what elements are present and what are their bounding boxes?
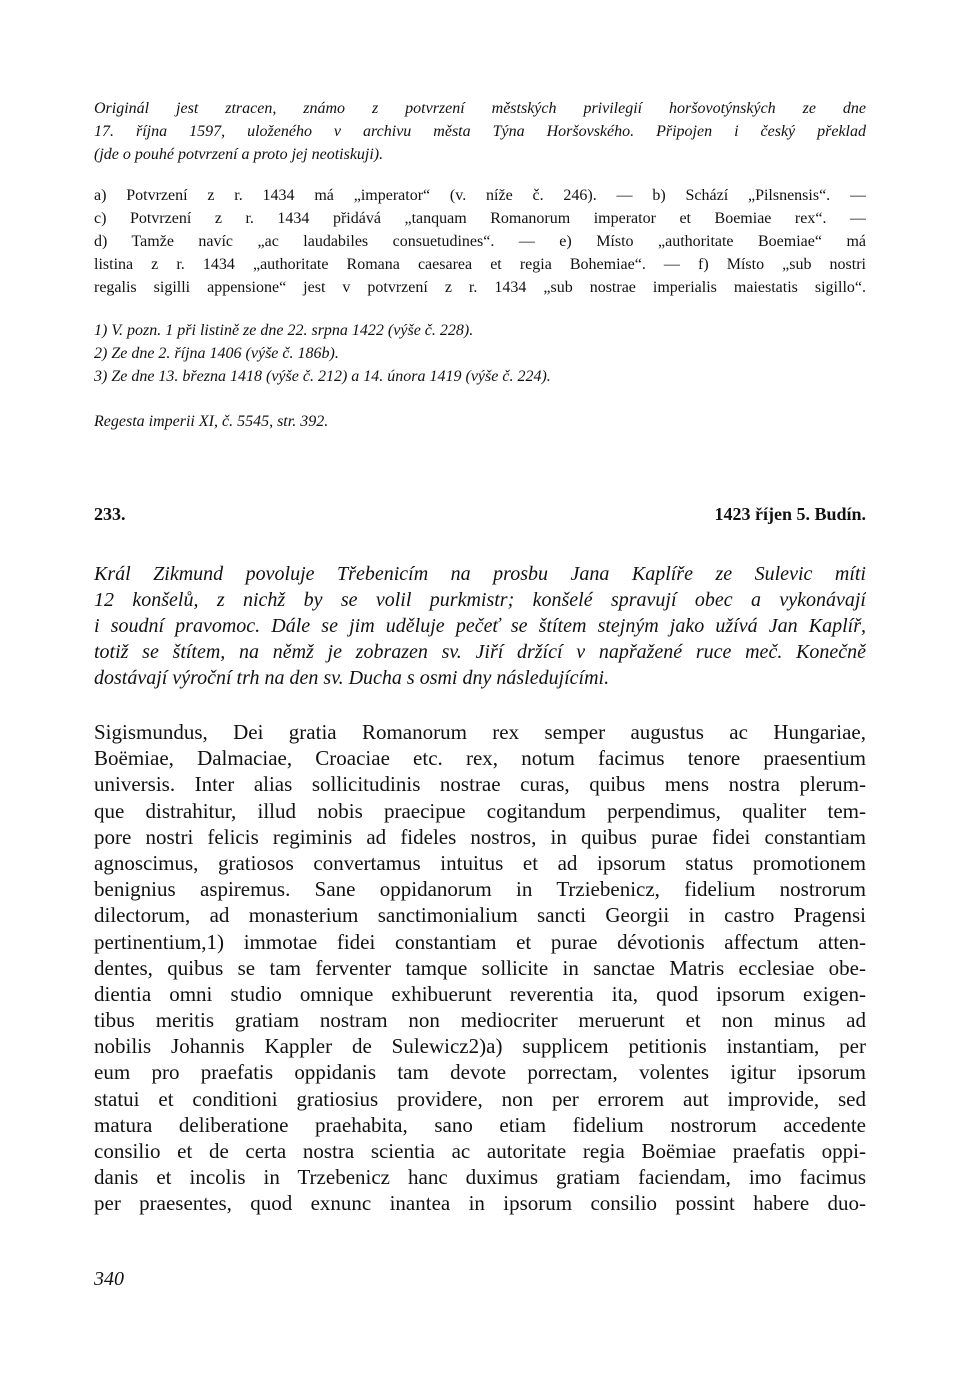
body-line: matura deliberatione praehabita, sano etiam fidelium nostrorum accedente <box>94 1112 866 1137</box>
intro-line: 17. října 1597, uloženého v archivu města Týna Horšovského. Připojen i český překlad <box>94 123 866 140</box>
apparatus-line: regalis sigilli appensione“ jest v potvrzení z r. 1434 „sub nostrae imperialis maiestatis sigillo“. <box>94 279 866 296</box>
footnotes <box>94 319 866 388</box>
footnote: 3) Ze dne 13. března 1418 (výše č. 212) a 14. února 1419 (výše č. 224). <box>94 368 551 385</box>
body-line: pertinentium,1) immotae fidei constantiam et purae dévotionis affectum atten- <box>94 929 866 954</box>
body-line: nobilis Johannis Kappler de Sulewicz2)a) supplicem petitionis instantiam, per <box>94 1034 866 1059</box>
intro-note <box>94 97 866 166</box>
body-line: statui et conditioni gratiosius providere, non per errorem aut improvide, sed <box>94 1086 866 1111</box>
regesta-text: Regesta imperii XI, č. 5545, str. 392. <box>94 413 329 430</box>
page-number: 340 <box>94 1268 124 1290</box>
czech-summary <box>94 561 866 691</box>
summary-line: totiž se štítem, na němž je zobrazen sv. Jiří držící v napřažené ruce meč. Konečně <box>94 641 866 663</box>
body-line: danis et incolis in Trzebenicz hanc duximus gratiam faciendam, imo facimus <box>94 1165 866 1190</box>
document-number: 233. <box>94 504 126 524</box>
body-line: dientia omni studio omnique exhibuerunt reverentia ita, quod ipsorum exigen- <box>94 981 866 1006</box>
regesta-reference <box>94 410 866 433</box>
apparatus-line: c) Potvrzení z r. 1434 přidává „tanquam Romanorum imperator et Boemiae rex“. — <box>94 210 866 227</box>
summary-line: i soudní pravomoc. Dále se jim uděluje pečeť se štítem stejným jako užívá Jan Kaplíř, <box>94 615 866 637</box>
body-line: dilectorum, ad monasterium sanctimonialium sancti Georgii in castro Pragensi <box>94 903 866 928</box>
footnote: 1) V. pozn. 1 při listině ze dne 22. srpna 1422 (výše č. 228). <box>94 322 474 339</box>
document-date-place: 1423 říjen 5. Budín. <box>714 504 866 524</box>
intro-line: (jde o pouhé potvrzení a proto jej neotiskuji). <box>94 146 384 163</box>
latin-text <box>94 719 866 1217</box>
intro-line: Originál jest ztracen, známo z potvrzení městských privilegií horšovotýnských ze dne <box>94 100 866 117</box>
summary-line: Král Zikmund povoluje Třebenicím na prosbu Jana Kaplíře ze Sulevic míti <box>94 563 866 585</box>
body-line: eum pro praefatis oppidanis tam devote porrectam, volentes igitur ipsorum <box>94 1060 866 1085</box>
apparatus-line: a) Potvrzení z r. 1434 má „imperator“ (v. níže č. 246). — b) Schází „Pilsnensis“. — <box>94 187 866 204</box>
body-line: que distrahitur, illud nobis praecipue cogitandum perpendimus, qualiter tem- <box>94 798 866 823</box>
body-line: benignius aspiremus. Sane oppidanorum in Trziebenicz, fidelium nostrorum <box>94 877 866 902</box>
summary-line: 12 konšelů, z nichž by se volil purkmistr; konšelé spravují obec a vykonávají <box>94 589 866 611</box>
body-line: universis. Inter alias sollicitudinis nostrae curas, quibus mens nostra plerum- <box>94 772 866 797</box>
body-line: dentes, quibus se tam ferventer tamque sollicite in sanctae Matris ecclesiae obe- <box>94 955 866 980</box>
body-line: tibus meritis gratiam nostram non mediocriter meruerunt et non minus ad <box>94 1008 866 1033</box>
document-heading <box>94 504 866 530</box>
textual-apparatus <box>94 184 866 299</box>
body-line: Sigismundus, Dei gratia Romanorum rex semper augustus ac Hungariae, <box>94 720 866 744</box>
body-line: per praesentes, quod exnunc inantea in ipsorum consilio possint habere duo- <box>94 1191 866 1216</box>
body-line: consilio et de certa nostra scientia ac autoritate regia Boëmiae praefatis oppi- <box>94 1139 866 1163</box>
apparatus-line: listina z r. 1434 „authoritate Romana caesarea et regia Bohemiae“. — f) Místo „sub nostri <box>94 256 866 273</box>
footnote: 2) Ze dne 2. října 1406 (výše č. 186b). <box>94 345 339 362</box>
body-line: agnoscimus, gratiosos convertamus intuitus et ad ipsorum status promotionem <box>94 850 866 875</box>
body-line: Boëmiae, Dalmaciae, Croaciae etc. rex, notum facimus tenore praesentium <box>94 746 866 771</box>
apparatus-line: d) Tamže navíc „ac laudabiles consuetudines“. — e) Místo „authoritate Boemiae“ má <box>94 233 866 250</box>
body-line: pore nostri felicis regiminis ad fideles nostros, in quibus purae fidei constantiam <box>94 824 866 849</box>
summary-line: dostávají výroční trh na den sv. Ducha s osmi dny následujícími. <box>94 667 610 689</box>
